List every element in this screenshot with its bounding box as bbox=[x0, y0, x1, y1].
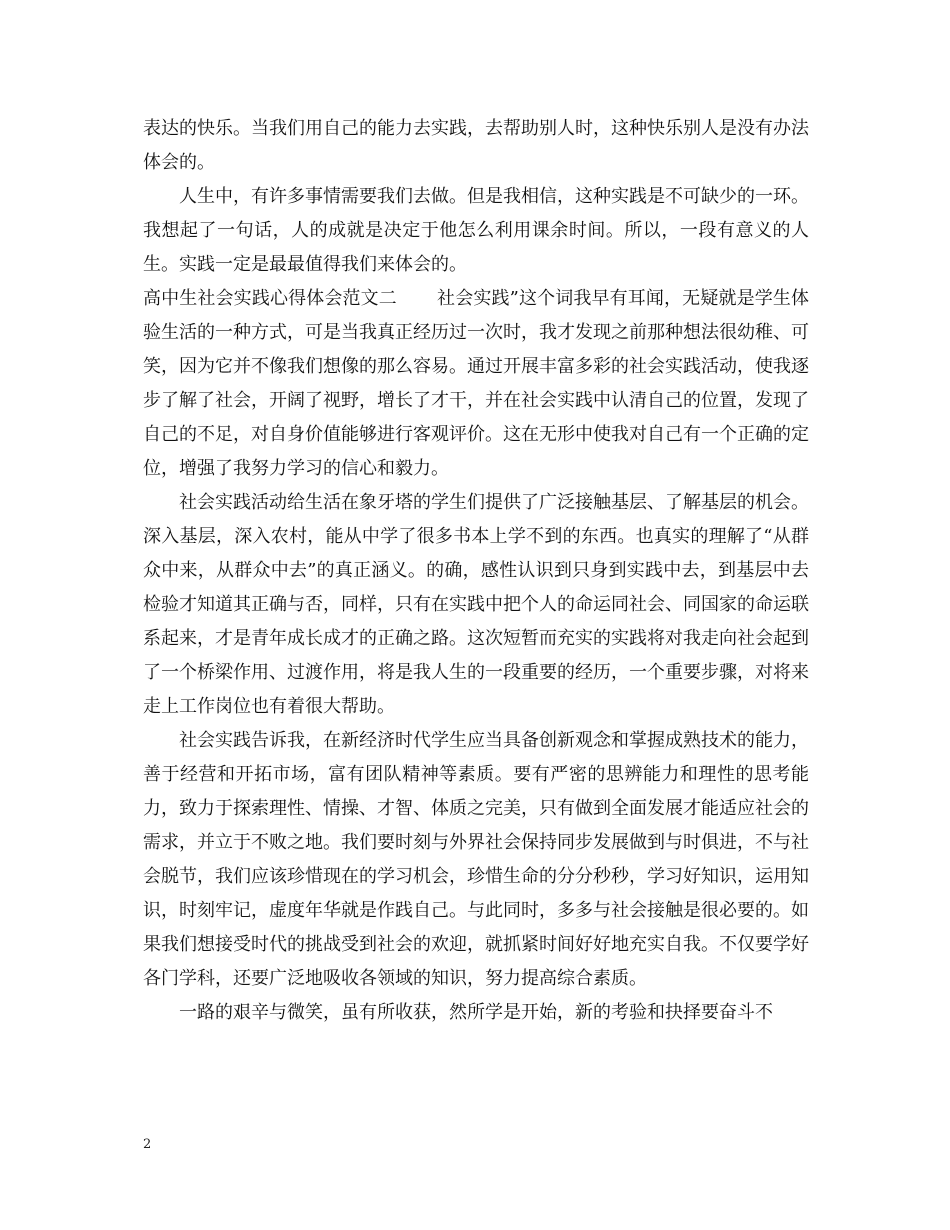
paragraph-3 bbox=[143, 282, 809, 486]
paragraph-2 bbox=[143, 180, 809, 282]
paragraph-text: 社会实践活动给生活在象牙塔的学生们提供了广泛接触基层、了解基层的机会。深入基层，深入农村，能从中学了很多书本上学不到的东西。也真实的理解了“从群众中来，从群众中去”的真正涵义。的确，感性认识到只身到实践中去，到基层中去检验才知道其正确与否，同样，只有在实践中把个人的命运同社会、同国家的命运联系起来，才是青年成长成才的正确之路。这次短暂而充实的实践将对我走向社会起到了一个桥梁作用、过渡作用，将是我人生的一段重要的经历，一个重要步骤，对将来走上工作岗位也有着很大帮助。 bbox=[143, 492, 809, 717]
paragraph-text: 社会实践告诉我，在新经济时代学生应当具备创新观念和掌握成熟技术的能力，善于经营和开拓市场，富有团队精神等素质。要有严密的思辨能力和理性的思考能力，致力于探索理性、情操、才智、体质之完美，只有做到全面发展才能适应社会的需求，并立于不败之地。我们要时刻与外界社会保持同步发展做到与时俱进，不与社会脱节，我们应该珍惜现在的学习机会，珍惜生命的分分秒秒，学习好知识，运用知识，时刻牢记，虚度年华就是作践自己。与此同时，多多与社会接触是很必要的。如果我们想接受时代的挑战受到社会的欢迎，就抓紧时间好好地充实自我。不仅要学好各门学科，还要广泛地吸收各领域的知识，努力提高综合素质。 bbox=[143, 730, 809, 989]
paragraph-text: 人生中，有许多事情需要我们去做。但是我相信，这种实践是不可缺少的一环。我想起了一句话，人的成就是决定于他怎么利用课余时间。所以，一段有意义的人生。实践一定是最最值得我们来体会的。 bbox=[143, 186, 809, 275]
paragraph-text: 一路的艰辛与微笑，虽有所收获，然所学是开始，新的考验和抉择要奋斗不 bbox=[179, 1002, 773, 1023]
paragraph-1 bbox=[143, 112, 809, 180]
page-number: 2 bbox=[143, 1137, 152, 1152]
paragraph-4 bbox=[143, 486, 809, 724]
paragraph-6 bbox=[143, 996, 809, 1030]
paragraph-text: 社会实践”这个词我早有耳闻，无疑就是学生体验生活的一种方式，可是当我真正经历过一次时，我才发现之前那种想法很幼稚、可笑，因为它并不像我们想像的那么容易。通过开展丰富多彩的社会实践活动，使我逐步了解了社会，开阔了视野，增长了才干，并在社会实践中认清自己的位置，发现了自己的不足，对自身价值能够进行客观评价。这在无形中使我对自己有一个正确的定位，增强了我努力学习的信心和毅力。 bbox=[143, 288, 810, 479]
paragraph-5 bbox=[143, 724, 809, 996]
paragraph-text: 表达的快乐。当我们用自己的能力去实践，去帮助别人时，这种快乐别人是没有办法体会的。 bbox=[143, 118, 809, 173]
document-body bbox=[143, 112, 809, 1030]
section-heading: 高中生社会实践心得体会范文二 bbox=[143, 288, 397, 309]
